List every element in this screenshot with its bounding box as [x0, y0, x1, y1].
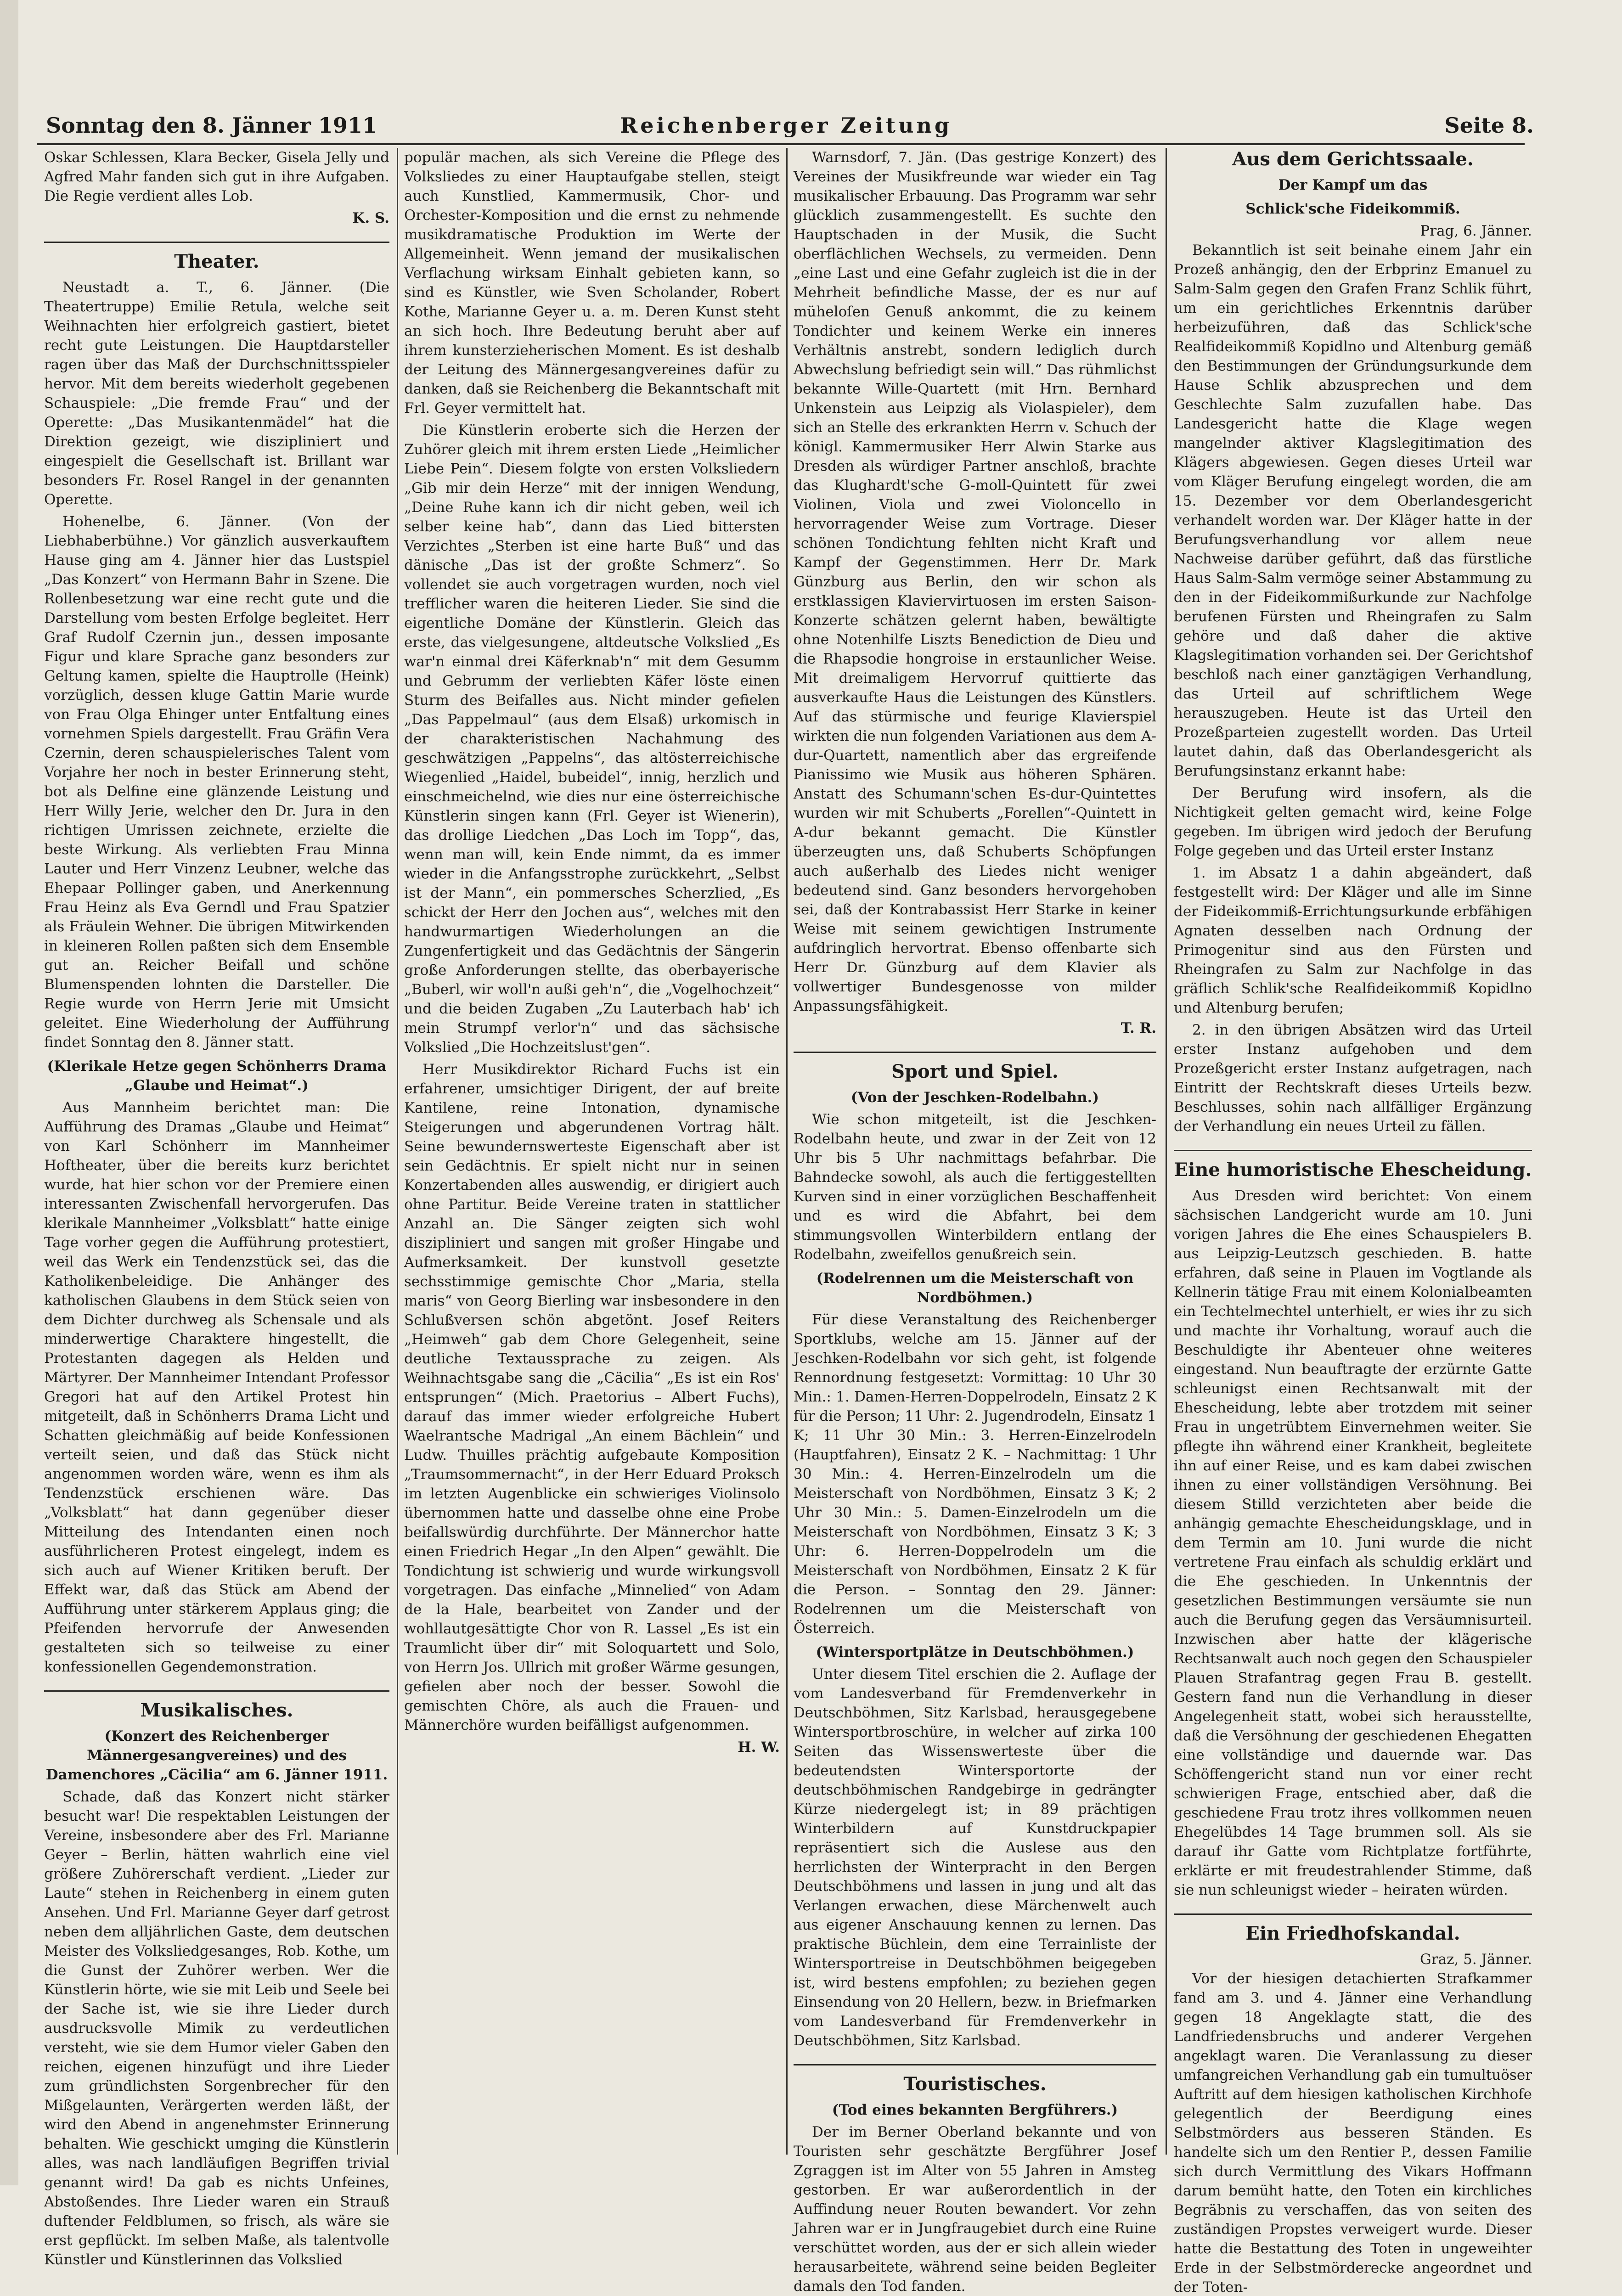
dateline: Prag, 6. Jänner. [1420, 223, 1532, 239]
article-text: 2. in den übrigen Absätzen wird das Urteil erster Instanz aufgehoben und dem Prozeßgericht erster Instanz aufgetragen, nach Eintritt der Rechtskraft dieses Urteils bezw. Beschlusses, sohin nach allfälliger Ergänzung der Verhandlung ein neues Urteil zu fällen. [1174, 1022, 1532, 1135]
column-1 [44, 148, 389, 2268]
column-divider [1166, 148, 1167, 2155]
article-hohenelbe: Hohenelbe, 6. Jänner. (Von der Liebhaberbühne.) Vor gänzlich ausverkauftem Hause ging am 4. Jänner hier das Lustspiel „Das Konzert“ von Hermann Bahr in Szene. Die Rollenbesetzung war eine recht gute und die Darstellung vom besten Erfolge begleitet. Herr Graf Rudolf Czernin jun., dessen imposante Figur und klare Sprache ganz besonders zur Geltung kamen, spielte die Hauptrolle (Heink) vorzüglich, dessen kluge Gattin Marie wurde von Frau Olga Ehinger unter Entfaltung eines vornehmen Spiels dargestellt. Frau Gräfin Vera Czernin, deren schauspielerisches Talent vom Vorjahre her noch in bester Erinnerung steht, bot als Delfine eine glänzende Leistung und Herr Willy Jerie, welcher den Dr. Jura in den richtigen Umrissen zeichnete, erzielte die beste Wirkung. Als verliebten Frau Minna Lauter und Herr Vinzenz Leubner, welche das Ehepaar Pollinger gaben, und Anerkennung Frau Heinz als Eva Gerndl und Frau Spatzier als Fräulein Wehner. Die übrigen Mitwirkenden in kleineren Rollen paßten sich dem Ensemble gut an. Reicher Beifall und schöne Blumenspenden lohnten die Darsteller. Die Regie wurde von Herrn Jerie mit Umsicht geleitet. Eine Wiederholung der Aufführung findet Sonntag den 8. Jänner statt. [44, 513, 389, 1051]
column-2 [404, 148, 780, 2155]
article-heading: (Konzert des Reichenberger Männergesangvereines) und des Damenchores „Cäcilia“ am 6. Jänner 1911. [45, 1728, 388, 1783]
article-heading: (Klerikale Hetze gegen Schönherrs Drama „Glaube und Heimat“.) [47, 1058, 387, 1094]
article-bergfuehrer: Der im Berner Oberland bekannte und von Touristen sehr geschätzte Bergführer Josef Zgraggen ist im Alter von 55 Jahren in Amsteg gestorben. Er war außerordentlich in der Auffindung neuer Routen bewandert. Vor zehn Jahren war er in Jungfraugebiet durch eine Ruine verschüttet worden, aus der er sich allein wieder herausarbeitete, während seine beiden Begleiter damals den Tod fanden. [794, 2124, 1156, 2295]
article-heading: Der Kampf um das [1278, 177, 1428, 193]
article-ehescheidung: Aus Dresden wird berichtet: Von einem sächsischen Landgericht wurde am 10. Juni vorigen Jahres die Ehe eines Schauspielers B. aus Leipzig-Leutzsch geschieden. B. hatte erfahren, daß seine in Plauen im Vogtlande als Kellnerin tätige Frau mit einem Kolonialbeamten ein Techtelmechtel unterhielt, er wies ihr zu sich und machte ihr Vorhaltung, worauf auch die Beschuldigte ihr Abenteuer ohne weiteres eingestand. Nun beauftragte der erzürnte Gatte schleunigst einen Rechtsanwalt mit der Ehescheidung, lebte aber trotzdem mit seiner Frau in ungetrübtem Einvernehmen weiter. Sie pflegte ihn während einer Krankheit, begleitete ihn auf einer Reise, und es kam dabei zwischen ihnen zu einer vollständigen Versöhnung. Bei diesem Stilld verzichteten aber beide die anhängig gemachte Ehescheidungsklage, und in dem Termin am 10. Juni wurde die nicht vertretene Frau einfach als schuldig erklärt und die Ehe geschieden. In Unkenntnis der gesetzlichen Bestimmungen versäumte sie nun auch die Berufung gegen das Versäumnisurteil. Inzwischen aber hatte der klägerische Rechtsanwalt auch noch gegen den Schauspieler Plauen Strafantrag gegen Frau B. gestellt. Gestern fand nun die Verhandlung in dieser Angelegenheit statt, wobei sich herausstellte, daß die Versöhnung der geschiedenen Ehegatten eine vollständige und dauernde war. Das Schöffengericht stand nun vor einer recht schwierigen Frage, entschied aber, daß die geschiedene Frau trotz ihres vollkommen neuen Ehegelübdes 14 Tage brummen soll. Als sie darauf ihr Gatte vom Richtplatze fortführte, erklärte er mit freudestrahlender Stimme, daß sie nun schleunigst wieder – heiraten würden. [1174, 1187, 1532, 1898]
section-title-court: Aus dem Gerichtssaale. [1232, 148, 1474, 170]
issue-date: Sonntag den 8. Jänner 1911 [46, 113, 377, 138]
article-text: populär machen, als sich Vereine die Pflege des Volksliedes zu einer Hauptaufgabe stellen, steigt auch Kunstlied, Kammermusik, Chor- und Orchester-Komposition und die ernst zu nehmende musikdramatische Produktion im Werte der Allgemeinheit. Wenn jemand der musikalischen Verflachung wirksam Einhalt gebieten kann, so sind es Künstler, wie Sven Scholander, Robert Kothe, Marianne Geyer u. a. m. Deren Kunst steht an sich hoch. Ihre Bedeutung beruht aber auf ihrem kunsterzieherischen Moment. Es ist deshalb der Leitung des Männergesangvereines dafür zu danken, daß sie Reichenberg die Bekanntschaft mit Frl. Geyer vermittelt hat. [404, 149, 780, 416]
article-heading: Schlick'sche Fideikommiß. [1245, 201, 1460, 217]
section-title-theater: Theater. [44, 242, 389, 271]
article-fideikommiss: Bekanntlich ist seit beinahe einem Jahr ein Prozeß anhängig, den der Erbprinz Emanuel zu Salm-Salm gegen den Grafen Franz Schlik führt, um ein gerichtliches Erkenntnis darüber herbeizuführen, daß das Schlick'sche Realfideikommiß Kopidlno und Altenburg gemäß den Bestimmungen der Gründungsurkunde dem Hause Schlik abzusprechen und dem Geschlechte Salm zuzufallen habe. Das Landesgericht hatte die Klage wegen mangelnder aktiver Klagslegitimation des Klägers abgewiesen. Gegen dieses Urteil war vom Kläger Berufung eingelegt worden, die am 15. Dezember vor dem Oberlandesgericht verhandelt worden war. Der Kläger hatte in der Berufungsverhandlung vor allem neue Nachweise darüber geführt, daß das fürstliche Haus Salm-Salm vermöge seiner Abstammung zu den in der Fideikommißurkunde zur Nachfolge berufenen Fürsten und Rheingrafen zu Salm gehöre und daß daher die aktive Klagslegitimation vorhanden sei. Der Gerichtshof beschloß nach einer ganztägigen Verhandlung, das Urteil auf schriftlichem Wege herauszugeben. Heute ist das Urteil den Prozeßparteien zugestellt worden. Das Urteil lautet dahin, daß das Oberlandesgericht als Berufungsinstanz erkannt habe: [1174, 242, 1532, 779]
scan-edge [0, 0, 18, 2185]
article-text: Oskar Schlessen, Klara Becker, Gisela Jelly und Agfred Mahr fanden sich gut in ihre Aufgaben. Die Regie verdient alles Lob. [44, 149, 389, 204]
column-divider [397, 148, 398, 2155]
article-text: Herr Musikdirektor Richard Fuchs ist ein erfahrener, umsichtiger Dirigent, der auf breite Kantilene, reine Intonation, dynamische Steigerungen und abgerundenen Vortrag hält. Seine bewundernswerteste Eigenschaft aber ist sein Gedächtnis. Er spielt nicht nur in seinen Konzertabenden alles auswendig, er dirigiert auch ohne Partitur. Beide Vereine traten in stattlicher Anzahl an. Die Sänger zeigten sich wohl diszipliniert und sangen mit großer Hingabe und Aufmerksamkeit. Der kunstvoll gesetzte sechsstimmige gemischte Chor „Maria, stella maris“ von Georg Bierling war insbesondere in den Schlußversen schön abgetönt. Josef Reiters „Heimweh“ gab dem Chore Gelegenheit, seine deutliche Textaussprache zu zeigen. Als Weihnachtsgabe sang die „Cäcilia“ „Es ist ein Ros' entsprungen“ (Mich. Praetorius – Albert Fuchs), darauf das immer wieder erfolgreiche Hubert Waelrantsche Madrigal „An einem Bächlein“ und Ludw. Thuilles prächtig aufgebaute Komposition „Traumsommernacht“, in der Herr Eduard Proksch im letzten Augenblicke ein schwieriges Violinsolo übernommen hatte und dasselbe ohne eine Probe beifallswürdig durchführte. Der Männerchor hatte einen Friedrich Hegar „In den Alpen“ gewählt. Die Tondichtung ist schwierig und wurde wirkungsvoll vorgetragen. Das einfache „Minnelied“ von Adam de la Hale, bearbeitet von Zander und der wohllautgesättigte Chor von R. Lassel „Es ist ein Traumlicht über dir“ mit Soloquartett und Solo, von Herrn Jos. Ullrich mit großer Wärme gesungen, gefielen aber noch der besser. Sowohl die gemischten Chöre, als auch die Frauen- und Männerchöre wurden beifälligst aufgenommen. [404, 1061, 780, 1733]
section-title-cemetery: Ein Friedhofskandal. [1174, 1913, 1532, 1943]
article-friedhof: Vor der hiesigen detachierten Strafkammer fand am 3. und 4. Jänner eine Verhandlung gegen 18 Angeklagte statt, die des Landfriedensbruchs und anderer Vergehen angeklagt waren. Die Veranlassung zu dieser umfangreichen Verhandlung gab ein tumultuöser Auftritt auf dem hiesigen katholischen Kirchhofe gelegentlich der Beerdigung eines Selbstmörders aus besseren Ständen. Es handelte sich um den Rentier P., dessen Familie sich durch Vermittlung des Vikars Hoffmann darum bemüht hatte, den Toten ein kirchliches Begräbnis zu verschaffen, das von seiten des zuständigen Propstes verweigert wurde. Dieser hatte die Bestattung des Toten in ungeweihter Erde in der Selbstmörderecke angeordnet und der Toten- [1174, 1970, 1532, 2296]
page-header [18, 109, 1534, 141]
column-divider [786, 148, 788, 2155]
article-text: Die Künstlerin eroberte sich die Herzen der Zuhörer gleich mit ihrem ersten Liede „Heimlicher Liebe Pein“. Diesem folgte von ersten Volksliedern „Gib mir dein Herze“ mit der innigen Wendung, „Deine Ruhe kann ich dir nicht geben, weil ich selber keine hab“, dann das Lied bittersten Verzichtes „Sterben ist eine harte Buß“ und das dänische „Das ist der großte Schmerz“. So vollendet sie auch vorgetragen wurden, noch viel trefflicher waren die heiteren Lieder. Sie sind die eigentliche Domäne der Künstlerin. Gleich das erste, das vielgesungene, altdeutsche Volkslied „Es war'n einmal drei Käferknab'n“ mit dem Gesumm und Gebrumm der verliebten Käfer löste einen Sturm des Beifalles aus. Nicht minder gefielen „Das Pappelmaul“ (aus dem Elsaß) urkomisch in der charakteristischen Nachahmung des geschwätzigen „Pappelns“, das altösterreichische Wiegenlied „Haidel, bubeidel“, innig, herzlich und einschmeichelnd, wie dies nur eine österreichische Künstlerin singen kann (Frl. Geyer ist Wienerin), das drollige Liedchen „Das Loch im Topp“, das, wenn man will, kein Ende nimmt, da es immer wieder in die Anfangsstrophe zurückkehrt, „Selbst ist der Mann“, ein pommersches Scherzlied, „Es schickt der Herr den Jochen aus“, welches mit den handwurmartigen Wiederholungen an die Zungenfertigkeit und das Gedächtnis der Sängerin große Anforderungen stellte, das oberbayerische „Buberl, wir woll'n außi geh'n“, die „Vogelhochzeit“ und die beiden Zugaben „Zu Lauterbach hab' ich mein Strumpf verlor'n“ und das sächsische Volkslied „Die Hochzeitslust'gen“. [404, 422, 780, 1056]
article-heading: (Rodelrennen um die Meisterschaft von Nordböhmen.) [816, 1270, 1134, 1306]
column-4 [1174, 148, 1532, 2296]
article-heading: (Tod eines bekannten Bergführers.) [832, 2102, 1118, 2118]
article-meisterschaft: Für diese Veranstaltung des Reichenberger Sportklubs, welche am 15. Jänner auf der Jeschken-Rodelbahn vor sich geht, ist folgende Rennordnung festgesetzt: Vormittag: 10 Uhr 30 Min.: 1. Damen-Herren-Doppelrodeln, Einsatz 2 K für die Person; 11 Uhr: 2. Jugendrodeln, Einsatz 1 K; 11 Uhr 30 Min.: 3. Herren-Einzelrodeln (Hauptfahren), Einsatz 2 K. – Nachmittag: 1 Uhr 30 Min.: 4. Herren-Einzelrodeln um die Meisterschaft von Nordböhmen, Einsatz 3 K; 2 Uhr 30 Min.: 5. Damen-Einzelrodeln um die Meisterschaft von Nordböhmen, Einsatz 3 K; 3 Uhr: 6. Herren-Doppelrodeln um die Meisterschaft von Nordböhmen, Einsatz 2 K für die Person. – Sonntag den 29. Jänner: Rodelrennen um die Meisterschaft von Österreich. [794, 1311, 1156, 1637]
section-title-music: Musikalisches. [44, 1690, 389, 1720]
page-number: Seite 8. [1444, 113, 1534, 138]
article-neustadt: Neustadt a. T., 6. Jänner. (Die Theatertruppe) Emilie Retula, welche seit Weihnachten hier erfolgreich gastiert, bietet recht gute Leistungen. Die Hauptdarsteller ragen über das Maß der Durchschnittsspieler hervor. Mit dem bereits wiederholt gegebenen Schauspiele: „Die fremde Frau“ und der Operette: „Das Musikantenmädel“ hat die Direktion gezeigt, wie diszipliniert und eingespielt die Gesellschaft ist. Brillant war besonders Fr. Rosel Rangel in der genannten Operette. [44, 279, 389, 508]
masthead: Reichenberger Zeitung [620, 113, 952, 138]
header-rule [37, 143, 1525, 145]
article-heading: (Wintersportplätze in Deutschböhmen.) [816, 1644, 1134, 1660]
signature: K. S. [352, 210, 389, 226]
section-title-divorce: Eine humoristische Ehescheidung. [1174, 1150, 1532, 1180]
article-text: 1. im Absatz 1 a dahin abgeändert, daß festgestellt wird: Der Kläger und alle im Sinne der Fideikommiß-Errichtungsurkunde erbfähigen Agnaten desselben nach Ordnung der Primogenitur sind aus den Fürsten und Rheingrafen zu Salm zur Nachfolge in das gräflich Schlik'sche Realfideikommiß Kopidlno und Altenburg berufen; [1174, 865, 1532, 1016]
article-heading: (Von der Jeschken-Rodelbahn.) [850, 1089, 1099, 1106]
article-rodelbahn: Wie schon mitgeteilt, ist die Jeschken-Rodelbahn heute, und zwar in der Zeit von 12 Uhr bis 5 Uhr nachmittags befahrbar. Die Bahndecke sowohl, als auch die fertiggestellten Kurven sind in einer vorzüglichen Beschaffenheit und es wird die Abfahrt, bei dem stimmungsvollen Winterbildern entlang der Rodelbahn, zweifellos genußreich sein. [794, 1111, 1156, 1263]
article-warnsdorf: Warnsdorf, 7. Jän. (Das gestrige Konzert) des Vereines der Musikfreunde war wieder ein Tag musikalischer Erbauung. Das Programm war sehr glücklich zusammengestellt. Es suchte den Hauptschaden in der Musik, die Sucht oberflächlichen Wechsels, zu vermeiden. Denn „eine Last und eine Gefahr zugleich ist die in der Mehrheit befindliche Masse, der es nur auf müheloſen Genuß ankommt, die zu keinem Tondichter und keinem Werke ein inneres Verhältnis anstrebt, sondern lediglich durch Abwechslung befriedigt sein will.“ Das rühmlichst bekannte Wille-Quartett (mit Hrn. Bernhard Unkenstein aus Leipzig als Violaspieler), dem sich an Stelle des erkrankten Herrn v. Schuch der königl. Kammermusiker Herr Alwin Starke aus Dresden als würdiger Partner anschloß, brachte das Klughardt'sche G-moll-Quintett für zwei Violinen, Viola und zwei Violoncello in hervorragender Weise zum Vortrage. Dieser schönen Tondichtung fehlten nicht Kraft und Kampf der Gegenstimmen. Herr Dr. Mark Günzburg aus Berlin, den wir schon als erstklassigen Klaviervirtuosen im ersten Saison-Konzerte schätzen gelernt haben, bewältigte ohne Notenhilfe Liszts Benediction de Dieu und die Rhapsodie hongroise in erstaunlicher Weise. Mit dreimaligem Hervorruf quittierte das ausverkaufte Haus die Leistungen des Künstlers. Auf das stürmische und feurige Klavierspiel wirkten die nun folgenden Variationen aus dem A-dur-Quartett, namentlich aber das ergreifende Pianissimo wie Musik aus höheren Sphären. Anstatt des Schumann'schen Es-dur-Quintettes wurden wir mit Schuberts „Forellen“-Quintett in A-dur bekannt gemacht. Die Künstler überzeugten uns, daß Schuberts Schöpfungen auch außerhalb des Liedes nicht weniger bedeutend sind. Ganz besonders hervorgehoben sei, daß der Kontrabassist Herr Starke in keiner Weise mit seinem gewichtigen Instrumente aufdringlich hervortrat. Ebenso offenbarte sich Herr Dr. Günzburg auf dem Klavier als vollwertiger Bundesgenosse von milder Anpassungsfähigkeit. [794, 149, 1156, 1014]
dateline: Graz, 5. Jänner. [1420, 1951, 1532, 1968]
article-wintersport: Unter diesem Titel erschien die 2. Auflage der vom Landesverband für Fremdenverkehr in Deutschböhmen, Sitz Karlsbad, herausgegebene Wintersportbroschüre, in welcher auf zirka 100 Seiten das Wissenswerteste über die bedeutendsten Wintersportorte der deutschböhmischen Randgebirge in gedrängter Kürze niedergelegt ist; in 89 prächtigen Winterbildern auf Kunstdruckpapier repräsentiert sich die Auslese aus den herrlichsten der Winterpracht in den Bergen Deutschböhmens und lassen in jung und alt das Verlangen erwachen, diese Märchenwelt auch aus eigener Anschauung kennen zu lernen. Das praktische Büchlein, dem eine Terrainliste der Wintersportreise in Deutschböhmen beigegeben ist, wird bestens empfohlen; zu beziehen gegen Einsendung von 20 Hellern, bezw. in Briefmarken vom Landesverband für Fremdenverkehr in Deutschböhmen, Sitz Karlsbad. [794, 1666, 1156, 2049]
section-title-sport: Sport und Spiel. [794, 1052, 1156, 1081]
article-klerikale: Aus Mannheim berichtet man: Die Aufführung des Dramas „Glaube und Heimat“ von Karl Schönherr im Mannheimer Hoftheater, über die bereits kurz berichtet wurde, hat hier schon vor der Premiere einen interessanten Zwischenfall hervorgerufen. Das klerikale Mannheimer „Volksblatt“ hatte einige Tage vorher gegen die Aufführung protestiert, weil das Werk ein Tendenzstück sei, das die Katholikenbeleidige. Die Anhänger des katholischen Glaubens in dem Stück seien von dem Dichter durchweg als Schensale und als minderwertige Charaktere hingestellt, die Protestanten dagegen als Helden und Märtyrer. Der Mannheimer Intendant Professor Gregori hat auf den Artikel Protest hin mitgeteilt, daß in Schönherrs Drama Licht und Schatten gleichmäßig auf beide Konfessionen verteilt seien, und daß das Stück nicht angenommen worden wäre, wenn es ihm als Tendenzstück erschienen wäre. Das „Volksblatt“ hat dann gegenüber dieser Mitteilung des Intendanten einen noch ausführlicheren Protest eingelegt, indem es sich auch auf Wiener Kritiken beruft. Der Effekt war, daß das Stück am Abend der Aufführung unter stärkerem Applaus ging; die Pfeifenden hervorrufe der Anwesenden gestalteten sich so teilweise zu einer konfessionellen Gegendemonstration. [44, 1099, 389, 1675]
signature: T. R. [1121, 1020, 1156, 1036]
column-3 [794, 148, 1156, 2295]
section-title-touristik: Touristisches. [794, 2064, 1156, 2094]
article-konzert: Schade, daß das Konzert nicht stärker besucht war! Die respektablen Leistungen der Vereine, insbesondere aber des Frl. Marianne Geyer – Berlin, hätten wahrlich eine viel größere Zuhörerschaft verdient. „Lieder zur Laute“ stehen in Reichenberg in einem guten Ansehen. Und Frl. Marianne Geyer darf getrost neben dem alljährlichen Gaste, dem deutschen Meister des Volksliedgesanges, Rob. Kothe, um die Gunst der Zuhörer werben. Wer die Künstlerin hörte, wie sie mit Leib und Seele bei der Sache ist, wie sie ihre Lieder durch ausdrucksvolle Mimik zu verdeutlichen versteht, wie sie dem Humor vieler Gaben den reichen, eigenen hinzufügt und ihre Lieder zum gründlichsten Sorgenbrecher für den Mißgelaunten, Verärgerten werden läßt, der wird den Abend in angenehmster Erinnerung behalten. Wie geschickt umging die Künstlerin alles, was nach landläufigen Begriffen trivial genannt wird! Da gab es nichts Unfeines, Abstoßendes. Ihre Lieder waren ein Strauß duftender Feldblumen, so frisch, als wäre sie erst gepflückt. Im selben Maße, als talentvolle Künstler und Künstlerinnen das Volkslied [44, 1789, 389, 2268]
article-text: Der Berufung wird insofern, als die Nichtigkeit gelten gemacht wird, keine Folge gegeben. Im übrigen wird jedoch der Berufung Folge gegeben und das Urteil erster Instanz [1174, 785, 1532, 859]
signature: H. W. [738, 1739, 780, 1756]
